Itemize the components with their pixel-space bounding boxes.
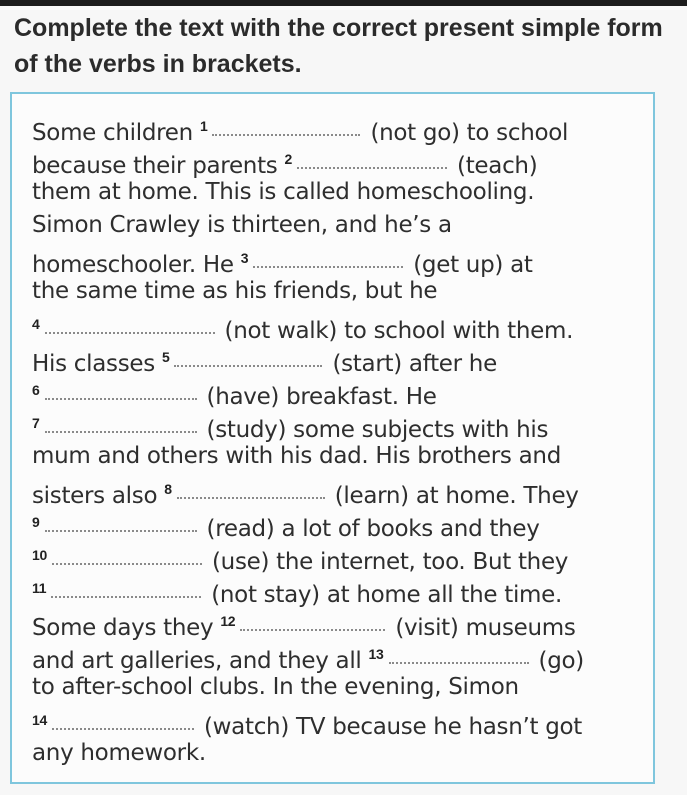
- exercise-instructions: Complete the text with the correct present simple form of the verbs in brackets.: [14, 14, 663, 78]
- text-line: Simon Crawley is thirteen, and he’s a: [32, 212, 452, 238]
- gap-number: 5: [161, 349, 170, 365]
- text-line: $^{10}$ (use) the internet, too. But they: [32, 547, 569, 575]
- answer-blank[interactable]: [297, 166, 447, 169]
- gap-number: 1: [199, 118, 208, 134]
- text-line: to after-school clubs. In the evening, Simon: [32, 674, 519, 700]
- answer-blank[interactable]: [174, 364, 322, 367]
- gap-number: 6: [32, 382, 40, 398]
- answer-blank[interactable]: [52, 727, 194, 730]
- text-line: His classes $^5$ (start) after he: [32, 349, 497, 377]
- text-line: $^6$ (have) breakfast. He: [32, 382, 437, 410]
- text-line: $^{11}$ (not stay) at home all the time.: [32, 580, 563, 608]
- answer-blank[interactable]: [45, 397, 197, 400]
- text-line: and art galleries, and they all $^{13}$ (go): [32, 646, 584, 674]
- text-line: the same time as his friends, but he: [32, 278, 438, 304]
- gap-number: 14: [32, 712, 47, 728]
- gap-number: 8: [164, 481, 172, 497]
- answer-blank[interactable]: [52, 562, 202, 565]
- top-bar: [0, 0, 687, 6]
- answer-blank[interactable]: [240, 628, 385, 631]
- gap-number: 2: [284, 151, 293, 167]
- text-line: homeschooler. He $^3$ (get up) at: [32, 250, 533, 278]
- text-line: them at home. This is called homeschooling.: [32, 179, 535, 205]
- gap-number: 13: [368, 646, 384, 662]
- answer-blank[interactable]: [212, 133, 360, 136]
- gap-number: 10: [32, 547, 47, 563]
- exercise-text: [32, 110, 652, 770]
- text-line: $^{14}$ (watch) TV because he hasn’t got: [32, 712, 583, 740]
- answer-blank[interactable]: [51, 595, 201, 598]
- text-line: $^7$ (study) some subjects with his: [32, 415, 549, 443]
- text-line: Some days they $^{12}$ (visit) museums: [32, 613, 576, 641]
- answer-blank[interactable]: [45, 331, 215, 334]
- gap-number: 4: [32, 316, 40, 332]
- text-line: $^4$ (not walk) to school with them.: [32, 316, 574, 344]
- gap-number: 9: [32, 514, 40, 530]
- gap-number: 11: [32, 580, 47, 596]
- answer-blank[interactable]: [253, 265, 403, 268]
- text-line: Some children $^1$ (not go) to school: [32, 118, 569, 146]
- text-line: because their parents $^2$ (teach): [32, 151, 538, 179]
- answer-blank[interactable]: [389, 661, 529, 664]
- answer-blank[interactable]: [177, 496, 325, 499]
- answer-blank[interactable]: [45, 529, 197, 532]
- answer-blank[interactable]: [45, 430, 197, 433]
- gap-number: 3: [240, 250, 249, 266]
- text-line: $^9$ (read) a lot of books and they: [32, 514, 540, 542]
- text-line: any homework.: [32, 740, 206, 766]
- gap-number: 12: [220, 613, 236, 629]
- text-line: sisters also $^8$ (learn) at home. They: [32, 481, 579, 509]
- text-line: mum and others with his dad. His brothers and: [32, 443, 561, 469]
- gap-number: 7: [32, 415, 40, 431]
